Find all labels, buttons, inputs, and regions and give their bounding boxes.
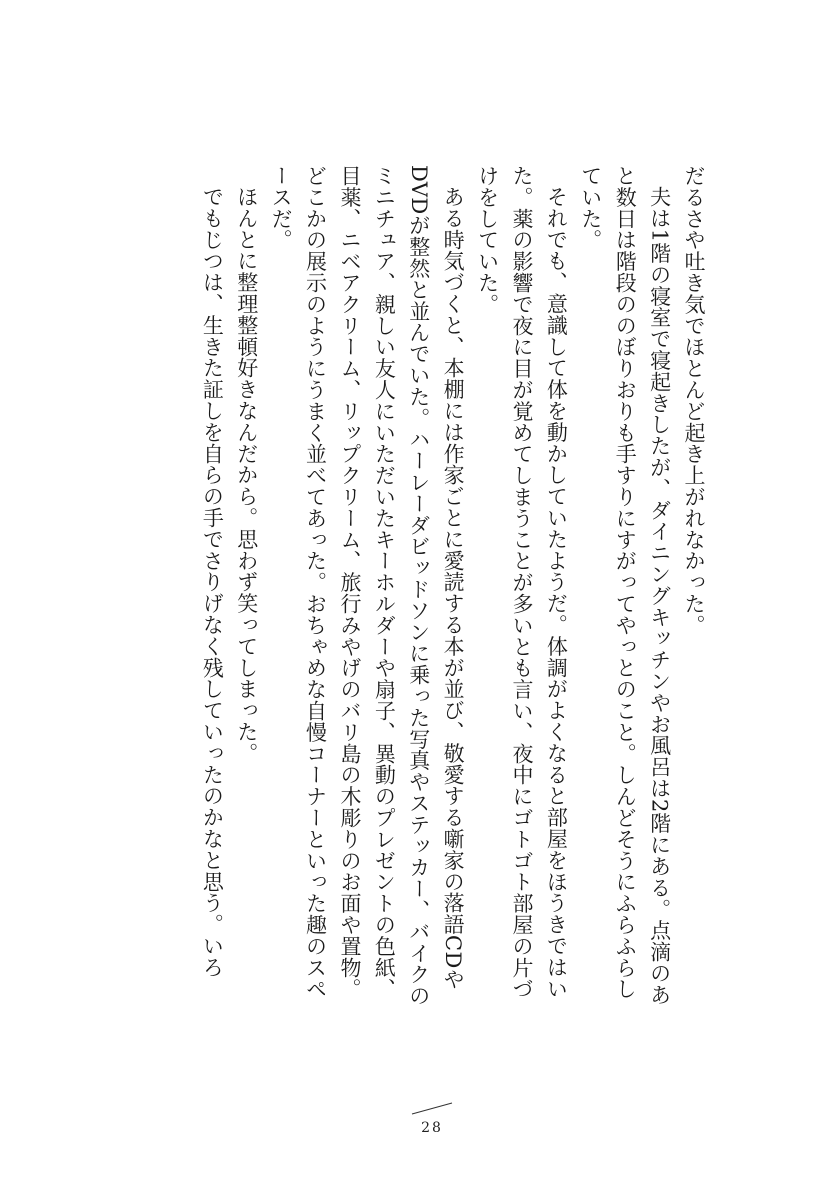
paragraph-5: ほんとに整理整頓好きなんだから。思わず笑ってしまった。 <box>234 186 259 764</box>
vertical-text-body <box>195 165 711 1020</box>
paragraph-4: ある時気づくと、本棚には作家ごとに愛読する本が並び、敬愛する噺家の落語CDやDVDが整然と並んでいた。ハーレーダビッドソンに乗った写真やステッカー、バイクのミニチュア、親しい友人にいただいたキーホルダーや扇子、異動のプレゼントの色紙、目薬、ニベアクリーム、リップクリーム、旅行みやげのバリ島の木彫りのお面や置物。どこかの展示のようにうまく並べてあった。おちゃめな自慢コーナーといった趣のスペースだ。 <box>269 165 466 1007</box>
page-number: 28 <box>421 1120 443 1136</box>
page-folio <box>410 1100 454 1144</box>
paragraph-6: でもじつは、生きた証しを自らの手でさりげなく残していったのかなと思う。いろ <box>200 186 225 978</box>
paragraph-1: だるさや吐き気でほとんど起き上がれなかった。 <box>682 165 706 636</box>
paragraph-3: それでも、意識して体を動かしていたようだ。体調がよくなると部屋をほうきではいた。薬の影響で夜に目が覚めてしまうことが多いとも言い、夜中にゴトゴト部屋の片づけをしていた。 <box>475 165 569 1000</box>
paragraph-2: 夫は1階の寝室で寝起きしたが、ダイニングキッチンやお風呂は2階にある。点滴のあと数日は階段ののぼりおりも手すりにすがってやっとのこと。しんどそうにふらふらしていた。 <box>578 165 672 1006</box>
folio-decorative-line <box>410 1100 454 1116</box>
